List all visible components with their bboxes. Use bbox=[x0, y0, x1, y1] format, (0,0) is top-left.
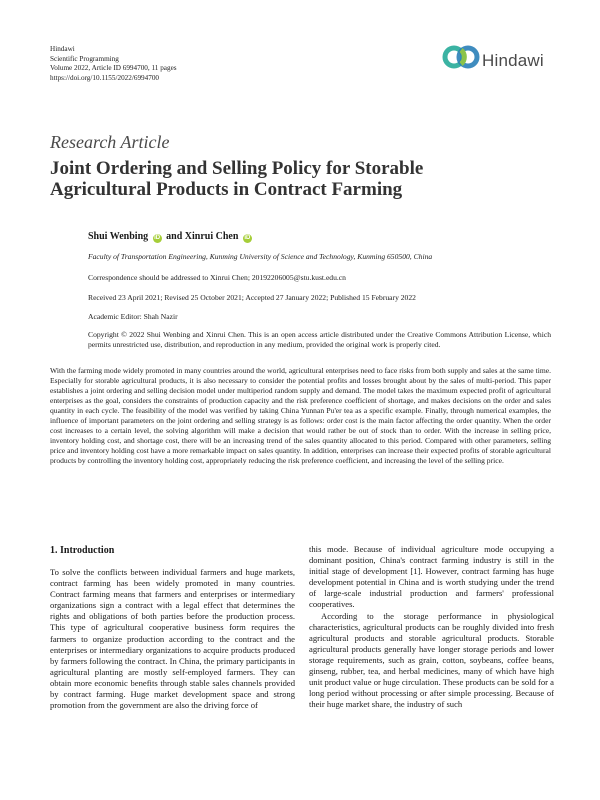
article-type: Research Article bbox=[50, 132, 170, 152]
correspondence: Correspondence should be addressed to Xinrui Chen; 20192206005@stu.kust.edu.cn bbox=[88, 273, 346, 282]
paragraph: According to the storage performance in physiological characteristics, agricultural products can be roughly divided into fresh agricultural products and storable agricultural products. Storable agricultural products generally have longer storage periods and lower storage requirements, such as grain, cotton, soybeans, coffee beans, ginseng, rubber, tea, and herbal medicines, many of which have high unit product value or huge circulation. These products can be sold for a long period without processing or after simple processing. Because of their huge market share, the industry of such bbox=[309, 610, 554, 710]
author-line bbox=[88, 231, 254, 243]
abstract: With the farming mode widely promoted in many countries around the world, agricultural enterprises need to face risks from both supply and sales at the same time. Especially for storable agricultural products, it is also necessary to consider the potential profits and losses brought about by the sales of multi-period. This paper establishes a joint ordering and selling decision model under multiperiod random supply and demand. The model takes the maximum expected profit of agricultural enterprises as the goal, considers the constraints of production capacity and the risk preference coefficient of shortage, and makes decisions on the order and sales quantity in each cycle. The feasibility of the model was verified by taking China Yunnan Pu'er tea as a specific example. Finally, through numerical examples, the influence of important parameters on the joint ordering and selling strategy is as follows: order cost is the main factor affecting the order quantity. When the order cost increases to a certain level, the solving algorithm will make a decision that would rather be out of stock than to order. With the increase in selling price, inventory holding cost, and shortage cost, there will be an increasing trend of the sales quantity allocated to this period. Compared with other parameters, selling price and inventory holding cost have a more remarkable impact on sales quantity. In addition, enterprises can increase their expected profits of storable agricultural products by controlling the inventory holding cost, appropriately reducing the risk preference coefficient, and increasing the level of the selling price. bbox=[50, 366, 551, 465]
orcid-icon[interactable]: iD bbox=[154, 235, 161, 241]
author-conjunction: and bbox=[166, 231, 183, 242]
body-column-right bbox=[309, 544, 554, 710]
paragraph: this mode. Because of individual agriculture mode occupying a dominant position, China's contract farming industry is still in the initial stage of development [1]. However, contract farming has huge development potential in China and is worth studying under the trend of large-scale industrial production and farmers' professional cooperatives. bbox=[309, 544, 554, 610]
hindawi-logo-text: Hindawi bbox=[482, 51, 544, 70]
section-heading: 1. Introduction bbox=[50, 545, 115, 556]
doi-link[interactable]: https://doi.org/10.1155/2022/6994700 bbox=[50, 73, 160, 82]
publisher-name: Hindawi bbox=[50, 45, 75, 53]
journal-name: Scientific Programming bbox=[50, 54, 119, 63]
publication-dates: Received 23 April 2021; Revised 25 October 2021; Accepted 27 January 2022; Published 15 February 2022 bbox=[88, 293, 416, 302]
author-name[interactable]: Shui Wenbing bbox=[88, 231, 149, 242]
journal-meta bbox=[50, 45, 177, 83]
academic-editor: Academic Editor: Shah Nazir bbox=[88, 312, 178, 321]
copyright-notice: Copyright © 2022 Shui Wenbing and Xinrui Chen. This is an open access article distributed under the Creative Commons Attribution License, which permits unrestricted use, distribution, and reproduction in any medium, provided the original work is properly cited. bbox=[88, 330, 551, 349]
volume-line: Volume 2022, Article ID 6994700, 11 pages bbox=[50, 64, 177, 73]
author-name[interactable]: Xinrui Chen bbox=[184, 231, 239, 242]
paragraph: To solve the conflicts between individual farmers and huge markets, contract farming has been widely promoted in many countries. Contract farming means that farmers and enterprises or intermediary organizations sign a contract with a legal effect that determines the rights and obligations of both parties before the production process. This type of agricultural cooperative business form requires the farmers to organize production according to the contract and the enterprises or intermediary organizations to acquire products produced by farmers following the contract. In China, the primary participants in agricultural planting are mostly self-employed farmers. They can obtain more economic benefits through stable sales channels provided by contract farming. Huge market development space and strong promotion from the government are also the driving force of bbox=[50, 567, 295, 711]
orcid-icon[interactable]: iD bbox=[244, 235, 251, 241]
body-column-left bbox=[50, 567, 295, 711]
article-title: Joint Ordering and Selling Policy for Storable Agricultural Products in Contract Farming bbox=[50, 158, 424, 200]
affiliation: Faculty of Transportation Engineering, Kunming University of Science and Technology, Kunming 650500, China bbox=[88, 252, 433, 261]
